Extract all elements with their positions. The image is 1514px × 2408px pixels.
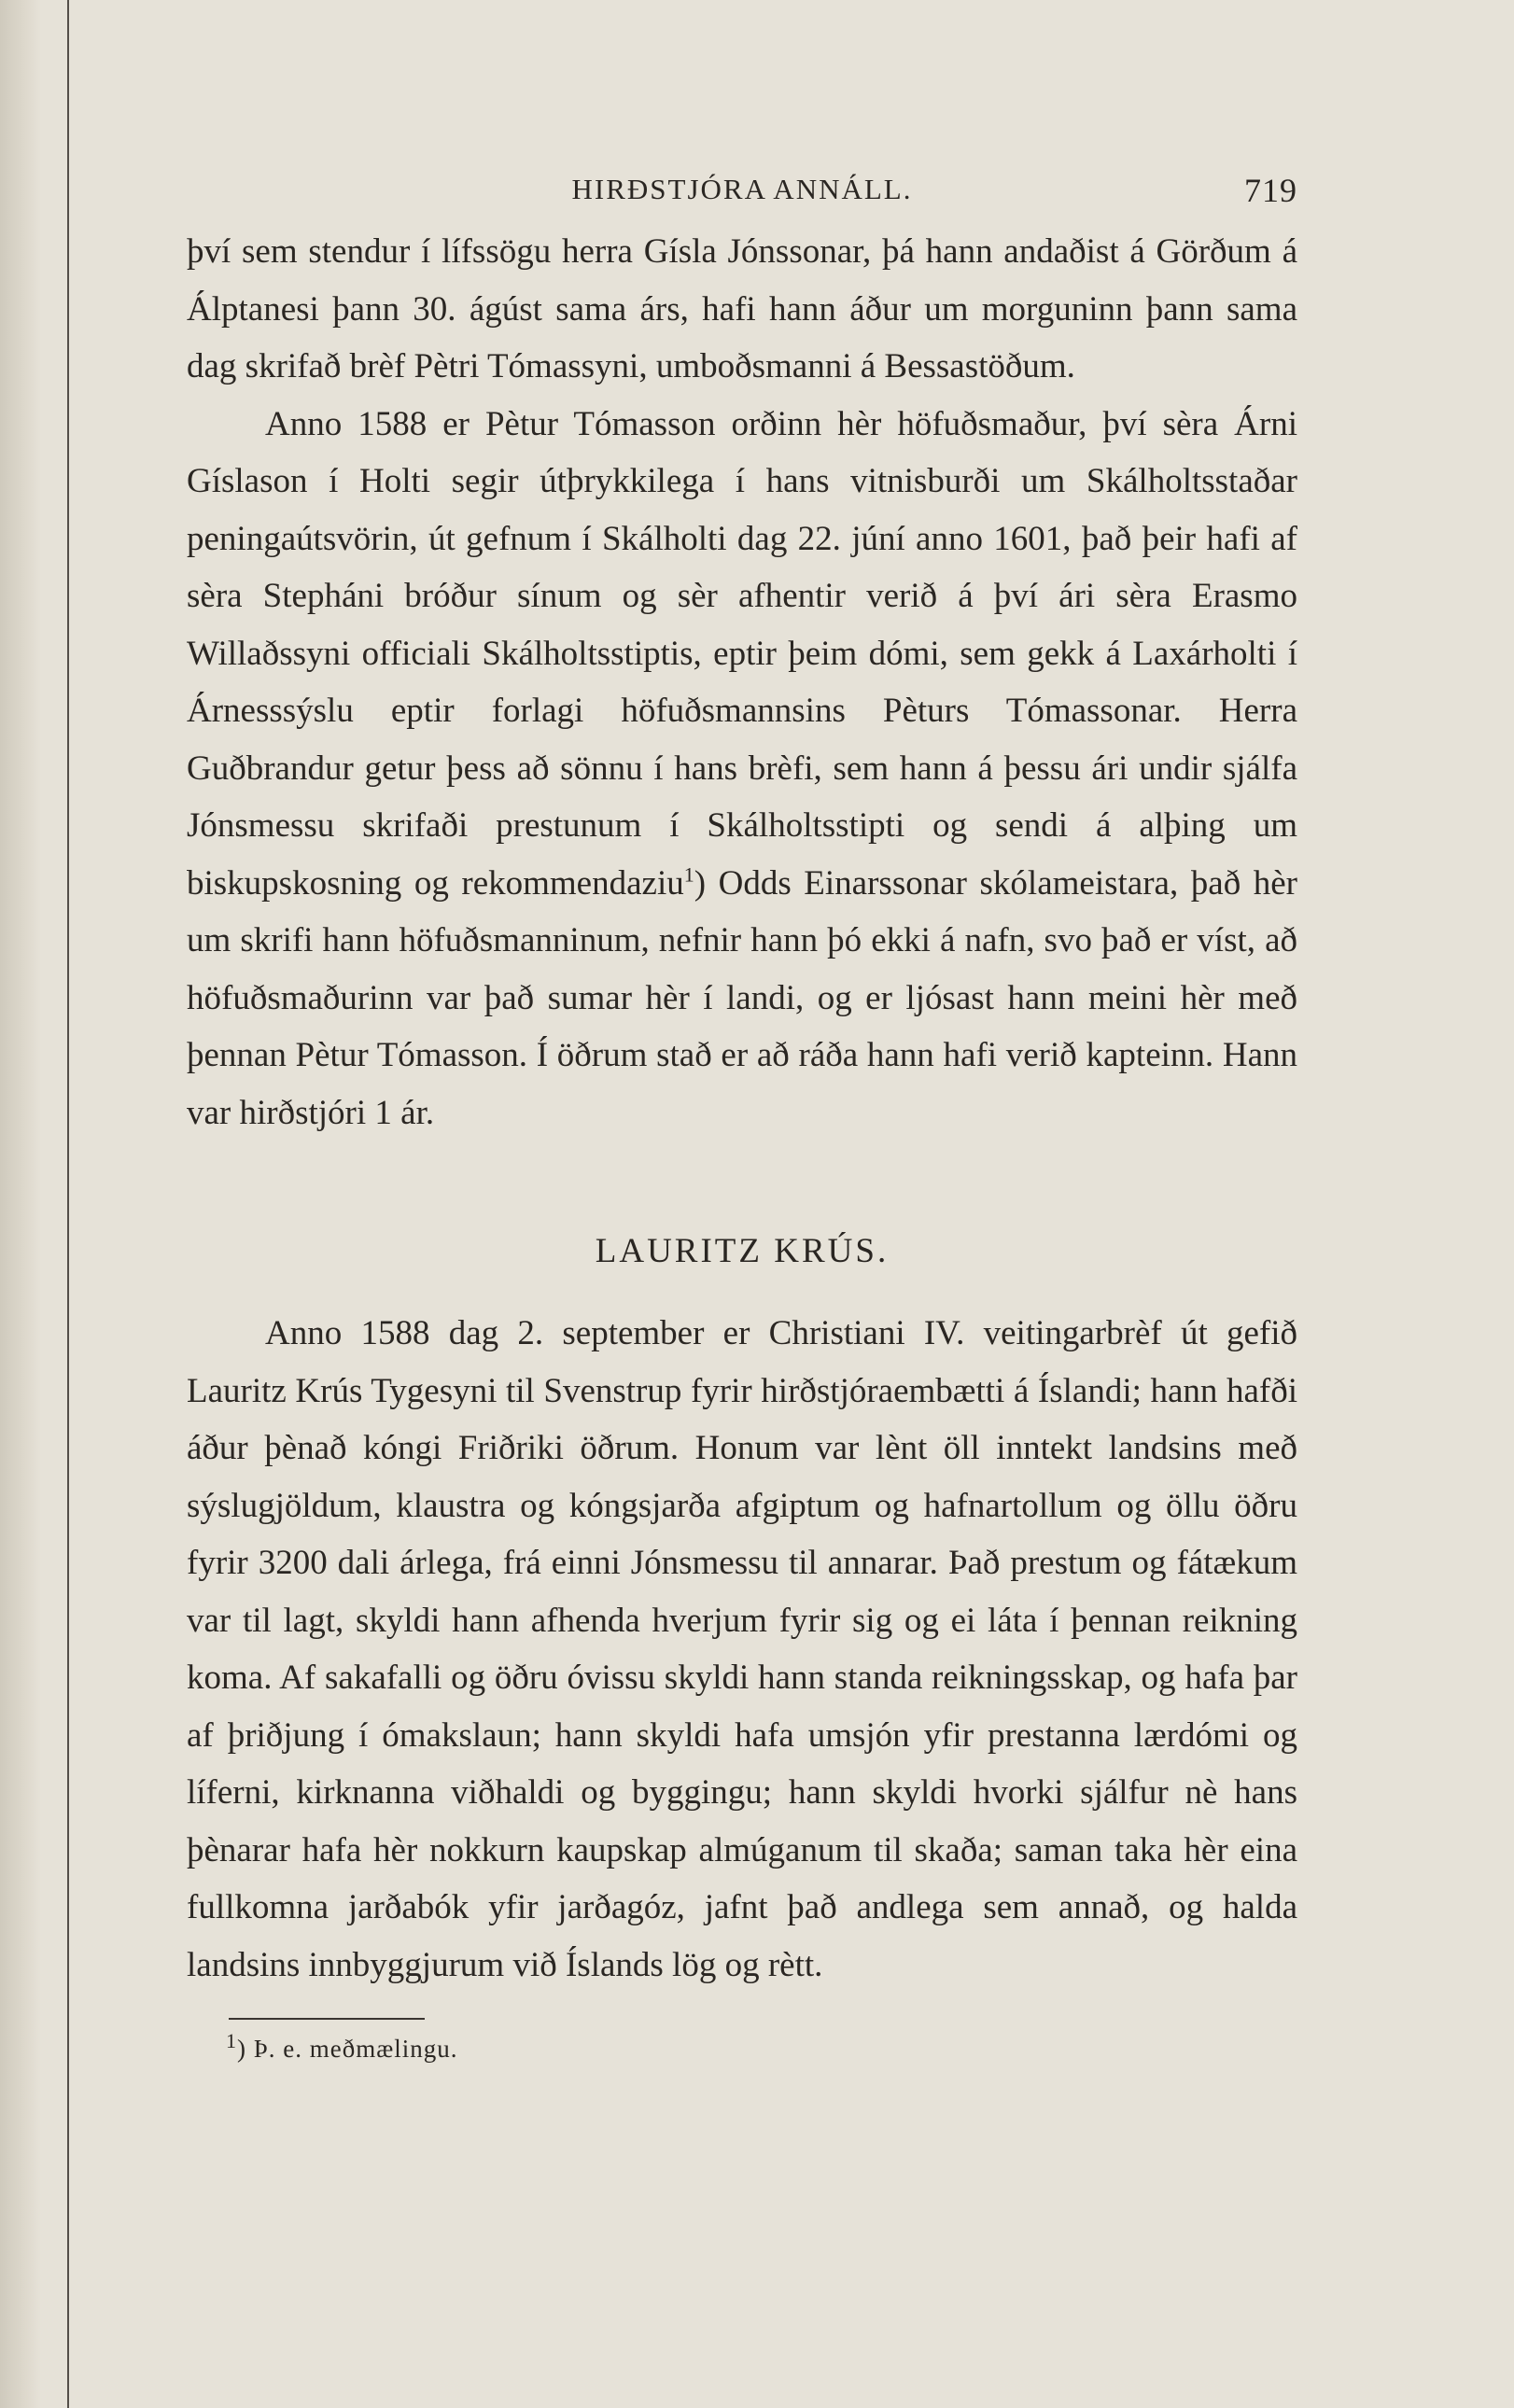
running-title: HIRÐSTJÓRA ANNÁLL. — [571, 173, 913, 205]
paragraph-2-text-b: ) Odds Einarssonar skólameistara, það hèr um skrifi hann höfuðsmanninum, nefnir hann þó ekki á nafn, svo það er víst, að höfuðsmaðurinn var það sumar hèr í landi, og er ljósast hann meini hèr með þennan Pètur Tómasson. Í öðrum stað er að ráða hann hafi verið kapteinn. Hann var hirðstjóri 1 ár. — [187, 863, 1297, 1132]
page-edge — [0, 0, 41, 2408]
binding-edge-line — [67, 0, 69, 2408]
footnote-reference: 1 — [683, 862, 694, 887]
paragraph-1: því sem stendur í lífssögu herra Gísla Jónssonar, þá hann andaðist á Görðum á Álptanesi þann 30. ágúst sama árs, hafi hann áður um morguninn þann sama dag skrifað brèf Pètri Tómassyni, umboðsmanni á Bessastöðum. — [187, 232, 1297, 385]
paragraph-3: Anno 1588 dag 2. september er Christiani IV. veitingarbrèf út gefið Lauritz Krús Tygesyni til Svenstrup fyrir hirðstjóraembætti á Íslandi; hann hafði áður þènað kóngi Friðriki öðrum. Honum var lènt öll inntekt landsins með sýslugjöldum, klaustra og kóngsjarða afgiptum og hafnartollum og öllu öðru fyrir 3200 dali árlega, frá einni Jónsmessu til annarar. Það prestum og fátækum var til lagt, skyldi hann afhenda hverjum fyrir sig og ei láta í þennan reikning koma. Af sakafalli og öðru óvissu skyldi hann standa reikningsskap, og hafa þar af þriðjung í ómakslaun; hann skyldi hafa umsjón yfir prestanna lærdómi og líferni, kirknanna viðhaldi og byggingu; hann skyldi hvorki sjálfur nè hans þènarar hafa hèr nokkurn kaupskap almúganum til skaða; saman taka hèr eina fullkomna jarðabók yfir jarðagóz, jafnt það andlega sem annað, og halda landsins innbyggjurum við Íslands lög og rètt. — [187, 1314, 1297, 1984]
footnote — [226, 2029, 1297, 2064]
paragraph-2 — [187, 396, 1297, 1142]
paragraph-2-text-a: Anno 1588 er Pètur Tómasson orðinn hèr höfuðsmaður, því sèra Árni Gíslason í Holti segir útþrykkilega í hans vitnisburði um Skálholtsstaðar peningaútsvörin, út gefnum í Skálholti dag 22. júní anno 1601, það þeir hafi af sèra Stepháni bróður sínum og sèr afhentir verið á því ári sèra Erasmo Willaðssyni officiali Skálholtsstiptis, eptir þeim dómi, sem gekk á Laxárholti í Árnesssýslu eptir forlagi höfuðsmannsins Pèturs Tómassonar. Herra Guðbrandur getur þess að sönnu í hans brèfi, sem hann á þessu ári undir sjálfa Jónsmessu skrifaði prestunum í Skálholtsstipti og sendi á alþing um biskupskosning og rekommendaziu — [187, 404, 1297, 903]
section-heading: LAURITZ KRÚS. — [595, 1232, 890, 1270]
footnote-rule — [229, 2018, 425, 2020]
page-number: 719 — [1244, 172, 1297, 209]
book-page — [187, 163, 1297, 2064]
running-head — [187, 163, 1297, 219]
footnote-marker: 1 — [226, 2029, 237, 2052]
footnote-text: ) Þ. e. meðmælingu. — [237, 2035, 458, 2063]
